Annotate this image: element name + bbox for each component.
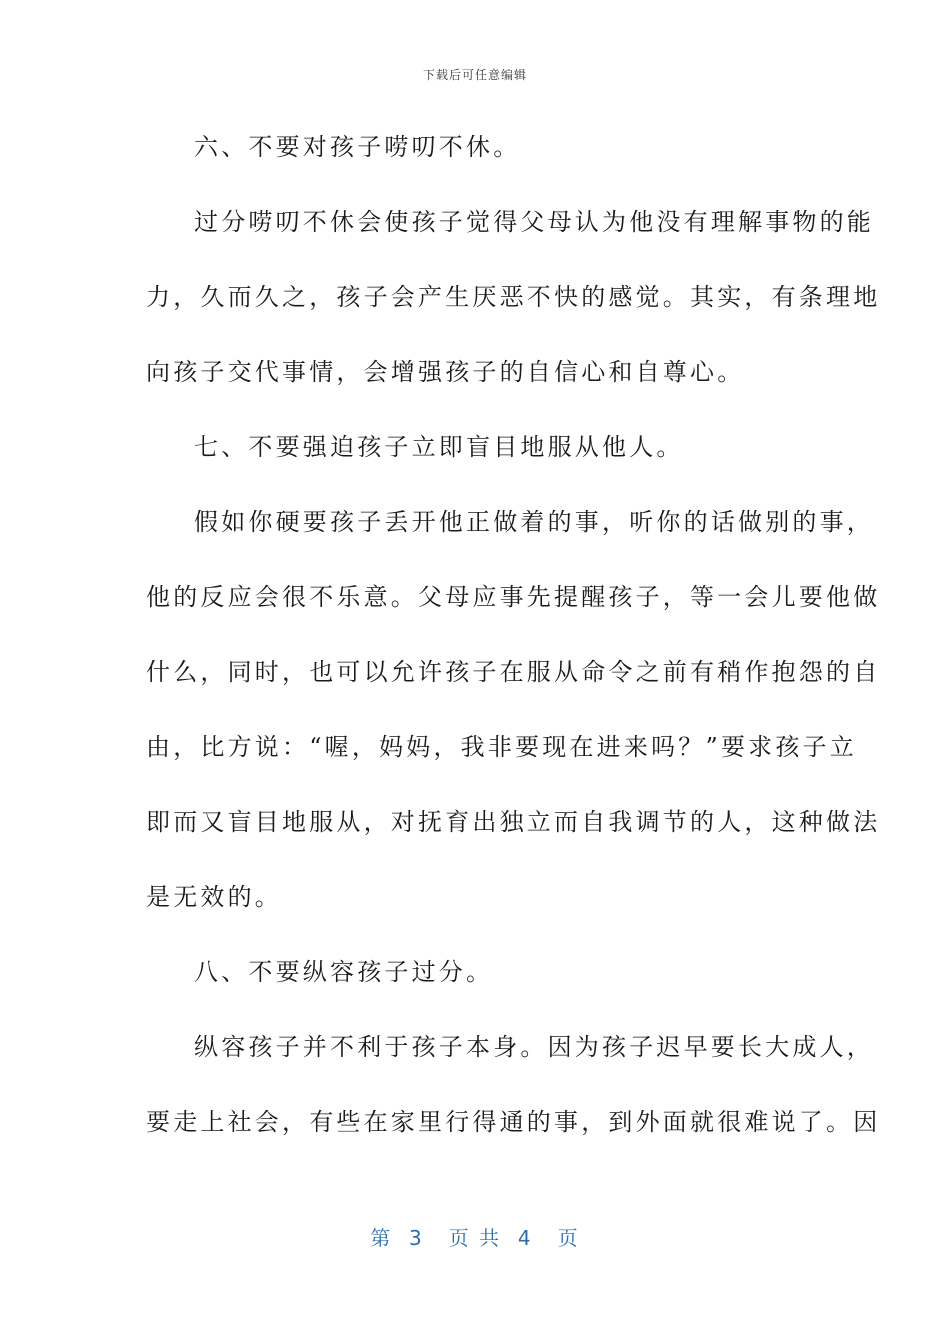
paragraph-line: 由，比方说：“喔，妈妈，我非要现在进来吗？”要求孩子立 (146, 733, 857, 761)
heading-seven: 七、不要强迫孩子立即盲目地服从他人。 (194, 433, 684, 461)
paragraph-line: 是无效的。 (146, 883, 282, 911)
page-header-note: 下载后可任意编辑 (422, 68, 527, 82)
document-body (146, 127, 881, 1177)
page-number-footer: 第 3 页 共 4 页 (370, 1226, 580, 1250)
paragraph-line: 他的反应会很不乐意。父母应事先提醒孩子，等一会儿要他做 (146, 583, 881, 611)
heading-eight: 八、不要纵容孩子过分。 (194, 958, 494, 986)
heading-six: 六、不要对孩子唠叨不休。 (194, 133, 521, 161)
paragraph-line: 即而又盲目地服从，对抚育出独立而自我调节的人，这种做法 (146, 808, 881, 836)
paragraph-line: 纵容孩子并不利于孩子本身。因为孩子迟早要长大成人， (194, 1033, 874, 1061)
paragraph-line: 要走上社会，有些在家里行得通的事，到外面就很难说了。因 (146, 1108, 881, 1136)
paragraph-line: 过分唠叨不休会使孩子觉得父母认为他没有理解事物的能 (194, 208, 874, 236)
paragraph-line: 向孩子交代事情，会增强孩子的自信心和自尊心。 (146, 358, 745, 386)
paragraph-line: 假如你硬要孩子丢开他正做着的事，听你的话做别的事， (194, 508, 874, 536)
paragraph-line: 什么，同时，也可以允许孩子在服从命令之前有稍作抱怨的自 (146, 658, 881, 686)
paragraph-line: 力，久而久之，孩子会产生厌恶不快的感觉。其实，有条理地 (146, 283, 881, 311)
